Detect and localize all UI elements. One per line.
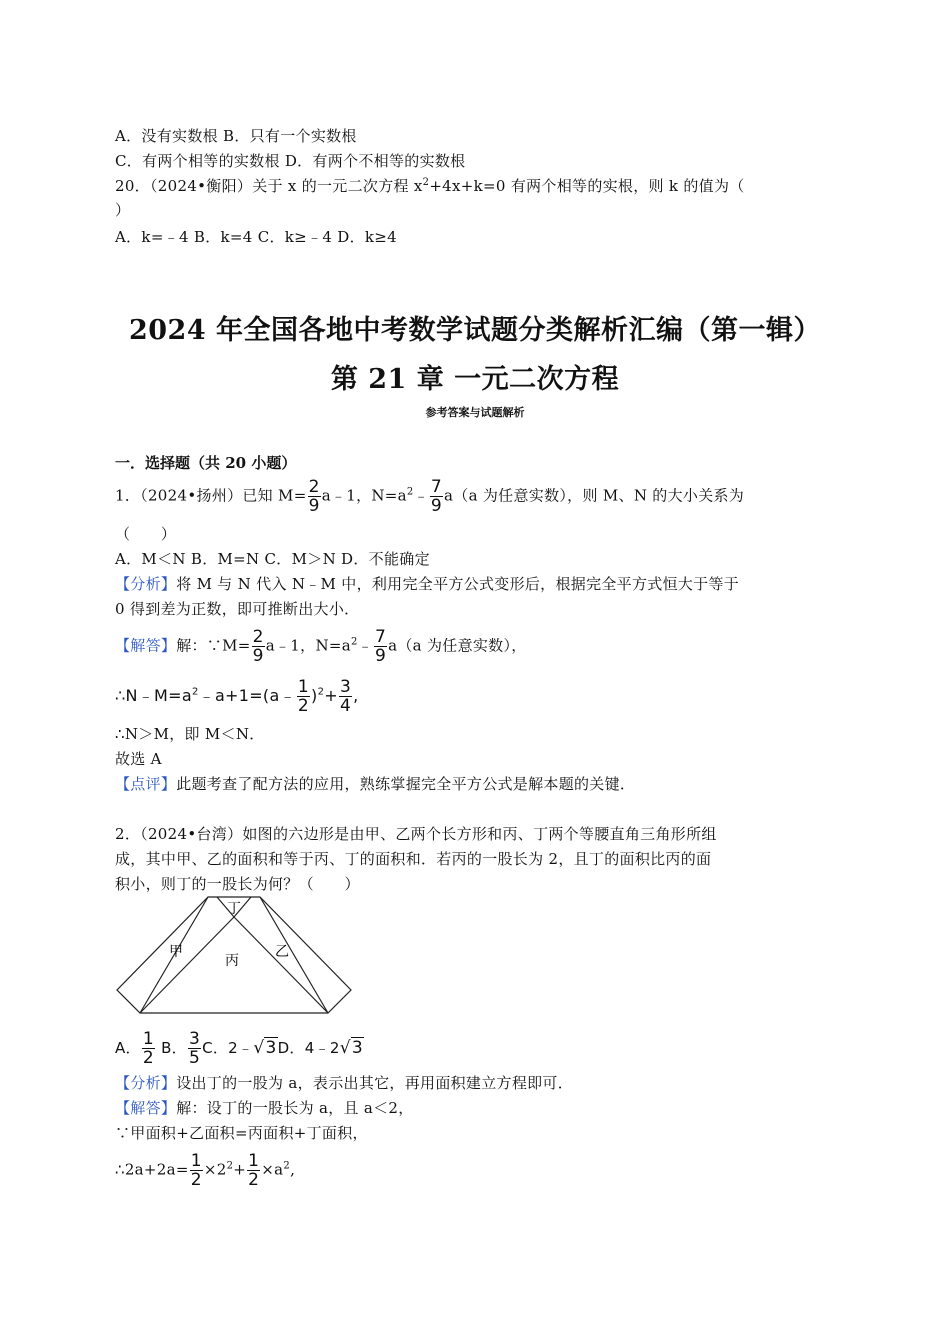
q1-stem: 1．（2024•扬州）已知 M= $\frac{2}{9}$ a﹣1，$N=a^2﹣$ $\frac{7}{9}$ a（a 为任意实数），则 M、N 的大小关系为	[115, 477, 745, 516]
q1-paren: （ ）	[115, 525, 177, 543]
q2-because: ∵甲面积+乙面积=丙面积+丁面积，	[115, 1124, 368, 1142]
sqrt-symbol: √3	[339, 1038, 363, 1058]
q1-choice: 故选 A	[115, 750, 162, 768]
hexagon-figure	[114, 894, 354, 1018]
q2-stem-line2: 成，其中甲、乙的面积和等于丙、丁的面积和．若丙的一股长为 2，且丁的面积比丙的面	[115, 850, 712, 868]
document-title: 2024 年全国各地中考数学试题分类解析汇编（第一辑）	[128, 315, 822, 346]
q19-options-line2: C．有两个相等的实数根 D．有两个不相等的实数根	[115, 152, 466, 170]
label-ding: 丁	[227, 901, 241, 917]
fraction: $\frac{1}{2}$	[142, 1029, 154, 1068]
fraction: $\frac{3}{5}$	[188, 1029, 201, 1068]
q1-solution: 【解答】解：∵M= $\frac{2}{9}$ a﹣1，$N=a^2﹣$ $\frac{7}{9}$ a（a 为任意实数），	[115, 627, 527, 666]
fraction: $\frac{3}{4}$	[339, 677, 352, 716]
q2-stem-line3: 积小，则丁的一股长为何？（ ）	[115, 875, 360, 893]
q2-analysis: 【分析】设出丁的一股为 a，表示出其它，再用面积建立方程即可．	[115, 1074, 574, 1092]
fraction: $\frac{1}{2}$	[248, 1151, 260, 1190]
fraction: $\frac{2}{9}$	[308, 477, 320, 516]
fraction: $\frac{7}{9}$	[430, 477, 443, 516]
fraction: $\frac{2}{9}$	[252, 627, 264, 666]
inner-line-right-outer	[260, 897, 328, 1013]
q2-equation: ∴2a+2a= $\frac{1}{2}$ $\times 2^2+$ $\frac{1}{2}$ $\times a^2$,	[115, 1151, 296, 1190]
q1-comment: 【点评】此题考查了配方法的应用，熟练掌握完全平方公式是解本题的关键．	[115, 775, 636, 793]
label-yi: 乙	[275, 944, 289, 960]
section-heading: 一．选择题（共 20 小题）	[115, 454, 297, 472]
q1-equation: $\therefore N﹣M=a^2﹣a+1=(a﹣$ $\frac{1}{2}$ )$^2$+ $\frac{3}{4}$ ,	[115, 677, 359, 716]
inner-line-left	[140, 917, 234, 1013]
label-bing: 丙	[225, 953, 239, 969]
q1-analysis: 【分析】将 M 与 N 代入 N﹣M 中，利用完全平方公式变形后，根据完全平方式恒大于等于	[115, 575, 740, 593]
chapter-title: 第 21 章 一元二次方程	[330, 364, 620, 395]
q2-options: A． $\frac{1}{2}$ B． $\frac{3}{5}$ C．2﹣√3D．4﹣2√3	[115, 1029, 363, 1068]
q20-options: A．k=﹣4 B．k=4 C．k≥﹣4 D．k≥4	[115, 228, 397, 246]
sqrt-symbol: √3	[253, 1038, 277, 1058]
fraction: $\frac{1}{2}$	[190, 1151, 202, 1190]
fraction: $\frac{7}{9}$	[374, 627, 387, 666]
q2-stem-line1: 2．（2024•台湾）如图的六边形是由甲、乙两个长方形和丙、丁两个等腰直角三角形所组	[115, 825, 717, 843]
q19-options-line1: A．没有实数根 B．只有一个实数根	[115, 127, 357, 145]
q1-options: A．M＜N B．M=N C．M＞N D．不能确定	[115, 550, 430, 568]
q1-conclusion: ∴N＞M，即 M＜N．	[115, 725, 265, 743]
q20-paren: ）	[115, 201, 131, 219]
q1-analysis-cont: 0 得到差为正数，即可推断出大小．	[115, 600, 360, 618]
label-jia: 甲	[169, 944, 183, 960]
q2-solution: 【解答】解：设丁的一股长为 a，且 a＜2，	[115, 1099, 414, 1117]
fraction: $\frac{1}{2}$	[297, 677, 310, 716]
inner-line-right	[234, 917, 328, 1013]
subtitle: 参考答案与试题解析	[425, 406, 525, 419]
q20-stem: 20．（2024•衡阳）关于 x 的一元二次方程 $x^2+4x+k=0$ 有两个相等的实根，则 k 的值为（	[115, 177, 745, 195]
